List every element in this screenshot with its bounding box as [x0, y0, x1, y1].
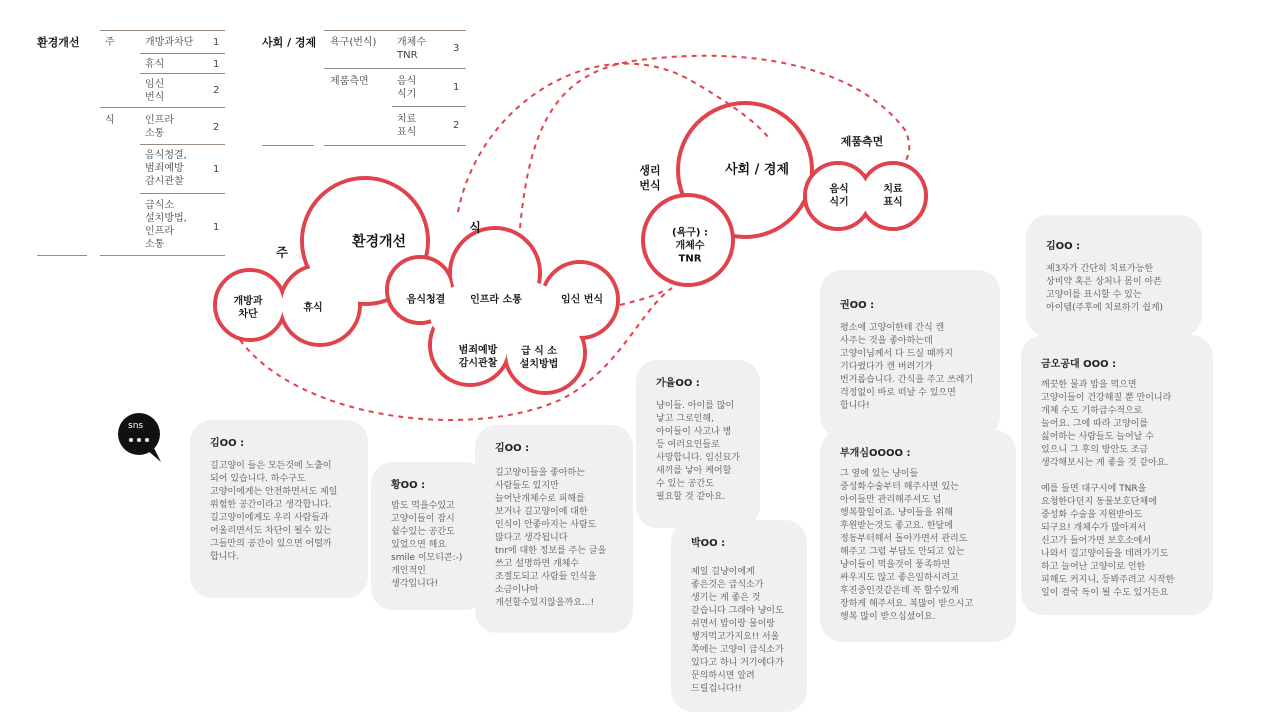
comment-text: 그 옆에 있는 냥이들 중성화수술부터 해주사면 있는 아이들만 관리해주셔도 넘 행복할일이죠. 냥이들을 위해 후원받는것도 좋고요. 한달에 정동부터해서 돌아가면서 관리도 해주고 그럼 부담도 안되고 있는 냥이들이 먹을것이 풍족하면 싸우지도 않고 좋은일하시려고 후진중인것같은데 꼭 할수있게 장하게 해주셔요. 복많이 받으시고 행복 많이 받으십셨어요. — [840, 469, 974, 622]
group-label-ju: 주 — [105, 37, 115, 48]
label-ju: 주 — [276, 245, 288, 260]
group-label-product: 제품측면 — [330, 76, 369, 87]
comment-card — [1026, 215, 1202, 337]
label-treat: 치료 표식 — [883, 184, 903, 208]
comment-text: 제일 길냥이에게 좋은것은 급식소가 생기는 게 좋은 것 같습니다 그래야 냥이도 쉬면서 밥이랑 물이랑 챙겨먹고가지요!! 서울 쪽에는 고양이 급식소가 있다고 하니 거기에다가 문의하시면 알려 드릴겁니다!! — [691, 567, 784, 694]
label-beomjoe: 범죄예방 감시관찰 — [458, 345, 498, 369]
comment-card — [636, 360, 760, 528]
comment-author: 김OO : — [1046, 241, 1081, 252]
sns-label: sns — [128, 421, 144, 431]
label-gaebang: 개방과 차단 — [233, 296, 263, 320]
comment-card — [371, 462, 487, 610]
table-cell-item: 개체수 TNR — [397, 37, 426, 61]
label-hyusik: 휴식 — [303, 302, 323, 314]
table-title-environment: 환경개선 — [37, 36, 80, 49]
comment-author: 금오공대 OOO : — [1041, 359, 1117, 370]
label-env-center: 환경개선 — [351, 234, 407, 250]
comment-author: 황OO : — [391, 480, 426, 491]
table-cell-item: 음식청결, 범죄예방 감시관찰 — [145, 150, 187, 187]
comment-text: 깨끗한 물과 밥을 먹으면 고양이들이 건강해질 뿐 만이니라 개체 수도 기하급수적으로 늘어요. 그에 따라 고양이를 싫어하는 사람들도 늘어날 수 있으니 그 후의 방안도 조금 생각해보시는 게 좋을 것 같아요. 예를 들면 대구시에 TNR을 요청한다던지 동물보호단체에 중성화 수술을 지원받아도 되구요! 개체수가 많아져서 신고가 들어가면 보호소에서 나와서 길고양이들을 데려가기도 하고 늘어난 고양이로 인한 피해도 커지니, 등봐주려고 시작한 일이 결국 독이 될 수도 있거든요 — [1041, 380, 1175, 598]
table-cell-count: 2 — [213, 85, 220, 96]
table-cell-count: 1 — [453, 82, 460, 93]
table-cell-item: 치료 표식 — [397, 114, 417, 138]
comment-author: 가을OO : — [656, 378, 700, 389]
label-eumsik: 음식청결 — [406, 294, 446, 306]
group-label-desire: 욕구(번식) — [330, 37, 377, 48]
table-cell-item: 급식소 설치방법, 인프라 소통 — [145, 200, 187, 250]
label-jepum: 제품측면 — [840, 135, 884, 148]
connector-dash — [620, 290, 665, 305]
label-food: 음식 식기 — [829, 184, 849, 208]
table-cell-count: 1 — [213, 37, 220, 48]
comment-text: 평소에 고양이한테 간식 캔 사주는 것을 좋아하는데 고양이님께서 다 드실 때까지 기다렸다가 캔 버려기가 번거롭습니다. 간식을 주고 쓰레기 걱정없이 바로 떠날 수 있으면 합니다! — [840, 323, 974, 411]
comment-author: 부개심OOOO : — [840, 448, 911, 459]
comment-author: 권OO : — [840, 300, 875, 311]
comment-card — [190, 420, 368, 598]
table-cell-item: 음식 식기 — [397, 76, 417, 100]
table-cell-item: 개방과차단 — [145, 37, 194, 48]
label-geupsik: 급 식 소 설치방법 — [519, 346, 559, 370]
comment-text: 길고양이들을 좋아하는 사람들도 있지만 늘어난개체수로 피해를 보거나 길고양이에 대한 인식이 안좋아지는 사람도 많다고 생각됩니다 tnr에 대한 정보를 주는 글을 쓰고 설명하면 개체수 조절도되고 사람들 인식을 소금이나마 개선할수있지않을까요...! — [495, 468, 607, 608]
table-cell-count: 2 — [213, 122, 220, 133]
sns-speech-icon — [117, 412, 165, 468]
comment-card — [820, 430, 1016, 642]
table-cell-item: 휴식 — [145, 59, 165, 70]
comment-text: 냥이들. 아이를 많이 낳고 그로인해, 아이들이 사고나 병 등 여러요인들로 사망합니다. 임신묘가 새끼를 낳아 케어할 수 있는 공간도 필요할 것 같아요. — [656, 401, 740, 502]
table-cell-count: 2 — [453, 120, 460, 131]
label-imsin: 임신 번식 — [560, 294, 604, 306]
comment-card — [671, 520, 807, 712]
table-cell-count: 3 — [453, 43, 460, 54]
label-infra: 인프라 소통 — [470, 294, 522, 306]
table-cell-count: 1 — [213, 222, 220, 233]
comment-text: 제3자가 간단히 치료가능한 상비약 혹은 상처나 몸이 아픈 고양이를 표시할 수 있는 아이템(주후에 치료하기 쉽게) — [1046, 264, 1164, 313]
comment-card — [820, 270, 1000, 438]
comment-author: 박OO : — [691, 538, 726, 549]
label-social-center: 사회 / 경제 — [724, 162, 790, 178]
table-cell-item: 임신 번식 — [145, 79, 165, 103]
comment-card — [1021, 335, 1213, 615]
table-cell-item: 인프라 소통 — [145, 115, 174, 139]
table-title-social: 사회 / 경제 — [262, 36, 317, 49]
group-label-sik: 식 — [105, 115, 115, 126]
table-cell-count: 1 — [213, 59, 220, 70]
comment-card — [475, 425, 633, 633]
label-sik: 식 — [469, 220, 481, 235]
label-yokgu: (욕구) : 개체수 TNR — [672, 227, 708, 265]
comment-text: 밥도 먹을수있고 고양이들이 잠시 쉴수있는 공간도 있었으면 해요 smile 이모티콘:-) 개인적인 생각입니다! — [391, 501, 463, 589]
label-saengri: 생리 번식 — [639, 164, 661, 192]
comment-text: 길고양이 들은 모든것에 노출이 되어 있습니다. 하수구도 고양이에게는 안전하면서도 제일 위험한 공간이라고 생각합니다. 길고양이에게도 우리 사람들과 어울리면서도 차단이 될수 있는 그들만의 공간이 있으면 어떨까 합니다. — [210, 461, 338, 562]
table-cell-count: 1 — [213, 164, 220, 175]
comment-author: 김OO : — [210, 438, 245, 449]
comment-author: 김OO : — [495, 443, 530, 454]
